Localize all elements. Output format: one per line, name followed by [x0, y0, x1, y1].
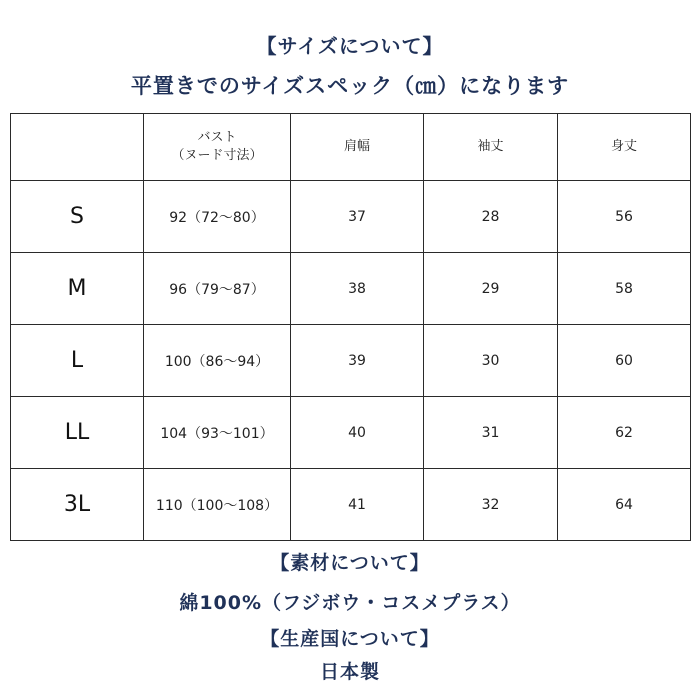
bust-value: 104（93～101） — [144, 397, 291, 469]
shoulder-value: 40 — [291, 397, 424, 469]
size-label: S — [11, 181, 144, 253]
table-row — [11, 181, 691, 253]
bust-value: 92（72～80） — [144, 181, 291, 253]
shoulder-value: 39 — [291, 325, 424, 397]
shoulder-value: 37 — [291, 181, 424, 253]
header-bust-line2: （ヌード寸法） — [171, 148, 263, 163]
sleeve-value: 30 — [424, 325, 558, 397]
origin-value: 日本製 — [319, 661, 380, 683]
bust-value: 100（86～94） — [144, 325, 291, 397]
length-value: 62 — [558, 397, 691, 469]
header-shoulder: 肩幅 — [291, 114, 424, 181]
length-value: 64 — [558, 469, 691, 541]
table-row — [11, 253, 691, 325]
header-sleeve: 袖丈 — [424, 114, 558, 181]
size-label: 3L — [11, 469, 144, 541]
shoulder-value: 41 — [291, 469, 424, 541]
length-value: 58 — [558, 253, 691, 325]
header-size — [11, 114, 144, 181]
table-row — [11, 325, 691, 397]
sleeve-value: 32 — [424, 469, 558, 541]
bust-value: 96（79～87） — [144, 253, 291, 325]
bust-value: 110（100～108） — [144, 469, 291, 541]
material-value: 綿100%（フジボウ・コスメプラス） — [179, 592, 521, 614]
size-label: L — [11, 325, 144, 397]
sleeve-value: 31 — [424, 397, 558, 469]
size-label: LL — [11, 397, 144, 469]
table-header-row — [11, 114, 691, 181]
shoulder-value: 38 — [291, 253, 424, 325]
length-value: 60 — [558, 325, 691, 397]
header-bust-line1: バスト — [197, 130, 237, 145]
header-bust — [144, 114, 291, 181]
size-note: 平置きでのサイズスペック（㎝）になります — [130, 74, 570, 98]
table-row — [11, 469, 691, 541]
size-spec-table — [10, 113, 691, 541]
origin-section-title: 【生産国について】 — [260, 628, 440, 650]
size-section-title: 【サイズについて】 — [256, 34, 444, 58]
length-value: 56 — [558, 181, 691, 253]
size-label: M — [11, 253, 144, 325]
table-row — [11, 397, 691, 469]
material-section-title: 【素材について】 — [270, 552, 430, 574]
sleeve-value: 28 — [424, 181, 558, 253]
header-length: 身丈 — [558, 114, 691, 181]
sleeve-value: 29 — [424, 253, 558, 325]
